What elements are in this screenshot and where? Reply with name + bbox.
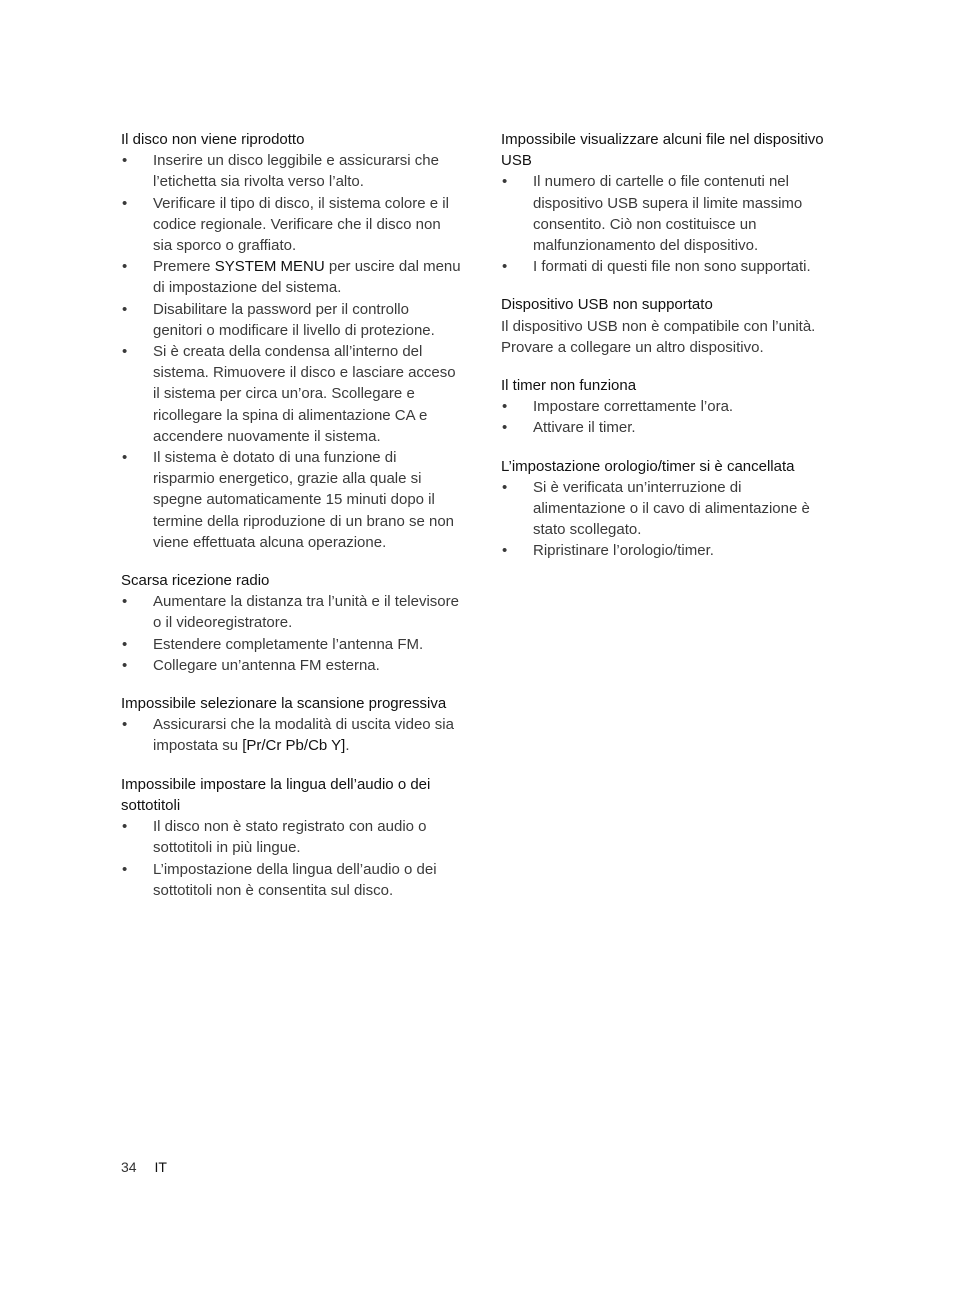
list-item: [121, 193, 461, 257]
bullet-icon: •: [122, 300, 128, 318]
bullet-list: [501, 477, 836, 562]
section-heading: Impossibile visualizzare alcuni file nel dispositivo USB: [501, 131, 824, 170]
list-item: [121, 591, 461, 633]
right-column: [501, 129, 836, 579]
list-item: [121, 447, 461, 553]
bullet-list: [121, 714, 461, 756]
list-item: [501, 417, 836, 438]
section-heading: L’impostazione orologio/timer si è cancellata: [501, 457, 795, 475]
bullet-icon: •: [122, 258, 128, 276]
bullet-icon: •: [122, 860, 128, 878]
page-number: 34: [121, 1159, 137, 1175]
item-text: I formati di questi file non sono supportati.: [533, 258, 811, 276]
item-text: Premere: [153, 258, 215, 276]
item-text: Si è verificata un’interruzione di alimentazione o il cavo di alimentazione è stato scollegato.: [533, 478, 810, 539]
list-item: [501, 540, 836, 561]
list-item: [121, 299, 461, 341]
bullet-icon: •: [122, 716, 128, 734]
section-heading: Dispositivo USB non supportato: [501, 296, 713, 314]
bullet-icon: •: [502, 419, 508, 437]
right-section: [501, 129, 836, 277]
bullet-icon: •: [122, 593, 128, 611]
section-heading: Il disco non viene riprodotto: [121, 131, 305, 148]
left-section: [121, 774, 461, 901]
item-text: Il disco non è stato registrato con audio o sottotitoli in più lingue.: [153, 818, 427, 857]
item-text: Estendere completamente l’antenna FM.: [153, 635, 424, 653]
item-text: Impostare correttamente l’ora.: [533, 398, 734, 416]
bullet-icon: •: [502, 258, 508, 276]
bullet-icon: •: [122, 343, 128, 361]
bullet-icon: •: [122, 818, 128, 836]
bullet-icon: •: [502, 398, 508, 416]
item-text: Collegare un’antenna FM esterna.: [153, 656, 380, 674]
bullet-icon: •: [122, 635, 128, 653]
left-section: [121, 129, 461, 553]
list-item: [121, 714, 461, 756]
list-item: [501, 477, 836, 541]
left-section: [121, 693, 461, 757]
list-item: [121, 150, 461, 192]
list-item: [121, 341, 461, 447]
item-text: per uscire dal menu di impostazione del sistema.: [153, 258, 461, 297]
list-item: [121, 816, 461, 858]
bullet-list: [121, 816, 461, 901]
section-heading: Scarsa ricezione radio: [121, 572, 270, 590]
bullet-icon: •: [502, 173, 508, 191]
language-code: IT: [154, 1159, 167, 1175]
item-text: L’impostazione della lingua dell’audio o dei sottotitoli non è consentita sul disco.: [153, 860, 437, 899]
list-item: [121, 655, 461, 676]
section-paragraph: Il dispositivo USB non è compatibile con l’unità. Provare a collegare un altro dispositivo.: [501, 317, 816, 356]
bullet-icon: •: [122, 194, 128, 212]
right-section: [501, 456, 836, 562]
section-heading: Il timer non funziona: [501, 377, 637, 395]
item-text: Assicurarsi che la modalità di uscita video sia impostata su: [153, 716, 454, 755]
list-item: [501, 256, 836, 277]
item-text: .: [345, 737, 350, 755]
list-item: [121, 634, 461, 655]
right-section: [501, 375, 836, 439]
emphasized-text: SYSTEM MENU: [214, 258, 325, 276]
bullet-icon: •: [122, 449, 128, 467]
list-item: [121, 256, 461, 298]
bullet-icon: •: [502, 542, 508, 560]
left-section: [121, 570, 461, 676]
item-text: Inserire un disco leggibile e assicurarsi che l’etichetta sia rivolta verso l’alto.: [153, 152, 439, 191]
item-text: Attivare il timer.: [533, 419, 636, 437]
item-text: Aumentare la distanza tra l’unità e il televisore o il videoregistratore.: [153, 593, 459, 632]
bullet-icon: •: [122, 152, 128, 170]
left-column: [121, 129, 461, 918]
item-text: Verificare il tipo di disco, il sistema colore e il codice regionale. Verificare che il disco non sia sporco o graffiato.: [153, 194, 449, 255]
item-text: Il numero di cartelle o file contenuti nel dispositivo USB supera il limite massimo consentito. Ciò non costituisce un malfunzionamento del dispositivo.: [533, 173, 803, 255]
emphasized-text: [Pr/Cr Pb/Cb Y]: [242, 737, 346, 755]
section-heading: Impossibile selezionare la scansione progressiva: [121, 695, 447, 713]
item-text: Ripristinare l’orologio/timer.: [533, 542, 714, 560]
bullet-list: [121, 150, 461, 553]
item-text: Il sistema è dotato di una funzione di risparmio energetico, grazie alla quale si spegne automaticamente 15 minuti dopo il termine della riproduzione di un brano se non viene effettuata alcuna operazione.: [153, 449, 455, 551]
bullet-list: [501, 171, 836, 277]
bullet-icon: •: [122, 656, 128, 674]
list-item: [501, 396, 836, 417]
page-footer: [121, 1159, 167, 1175]
item-text: Si è creata della condensa all’interno del sistema. Rimuovere il disco e lasciare acceso il sistema per circa un’ora. Scollegare e ricollegare la spina di alimentazione CA e accendere nuovamente il sistema.: [153, 343, 456, 445]
list-item: [121, 859, 461, 901]
bullet-list: [121, 591, 461, 676]
bullet-list: [501, 396, 836, 438]
list-item: [501, 171, 836, 256]
right-section: [501, 294, 836, 358]
item-text: Disabilitare la password per il controllo genitori o modificare il livello di protezione.: [153, 300, 435, 339]
section-heading: Impossibile impostare la lingua dell’audio o dei sottotitoli: [121, 775, 431, 814]
bullet-icon: •: [502, 478, 508, 496]
